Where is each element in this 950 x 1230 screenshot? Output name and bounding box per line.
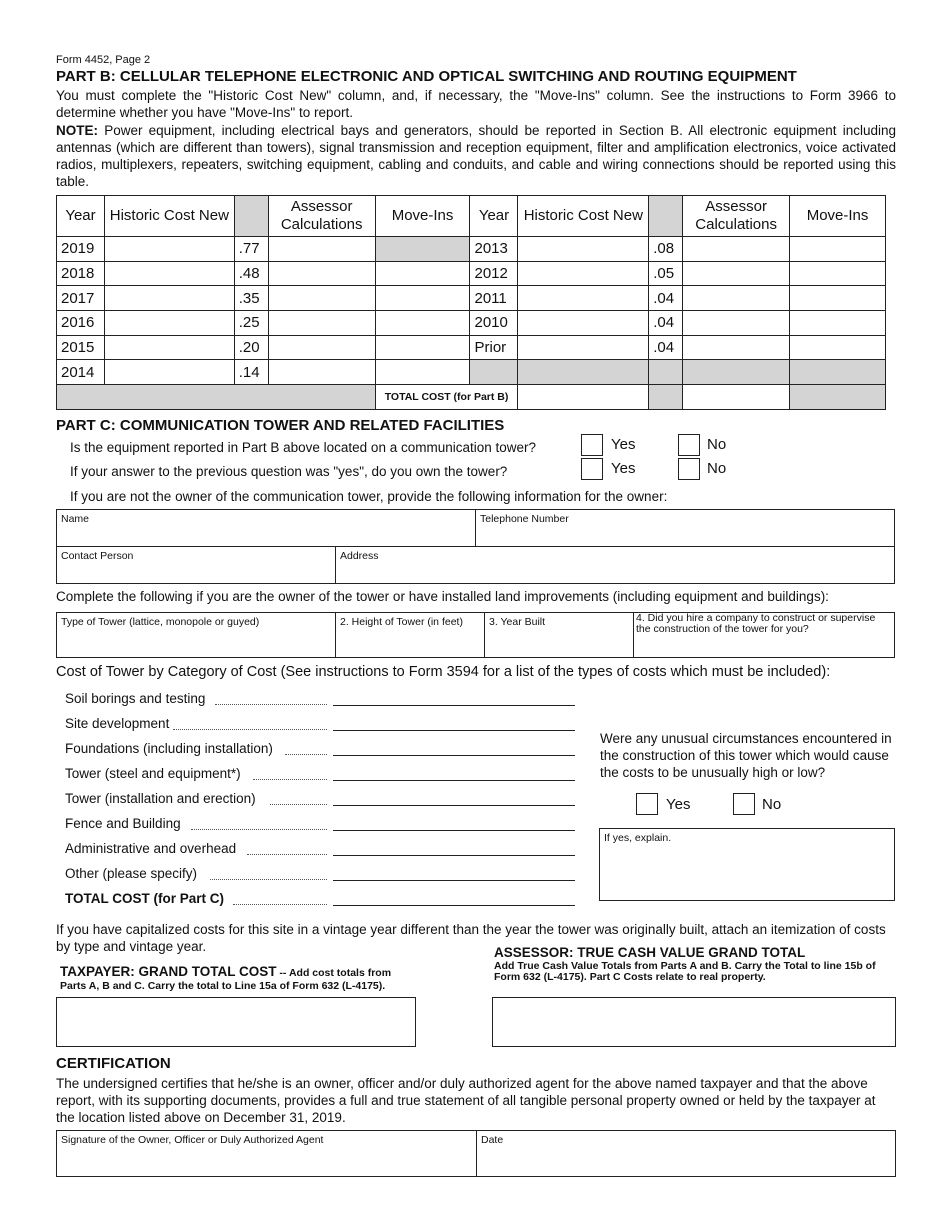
cost-label: Tower (steel and equipment*)	[65, 766, 241, 781]
leader-dots	[285, 754, 327, 755]
own-tower-yes-checkbox[interactable]	[581, 458, 603, 480]
cost-label: Tower (installation and erection)	[65, 791, 256, 806]
col-header-year: Year	[57, 196, 105, 237]
contact-person-field[interactable]	[56, 546, 336, 584]
question-own-tower: If your answer to the previous question was "yes", do you own the tower?	[70, 464, 508, 479]
shaded-cell	[649, 385, 683, 410]
col-header-assessor: Assessor Calculations	[268, 196, 375, 237]
cost-row-total	[65, 891, 575, 911]
table-row	[57, 335, 886, 360]
col-header-factor-2	[649, 196, 683, 237]
historic-cost-input[interactable]	[104, 237, 234, 262]
assessor-total-sub: Add True Cash Value Totals from Parts A and B. Carry the Total to line 15b of Form 632 (L-4175). Part C Costs relate to real property.	[494, 960, 876, 983]
yes-label: Yes	[611, 460, 636, 477]
cost-input-line[interactable]	[333, 880, 575, 881]
explain-label: If yes, explain.	[604, 832, 672, 844]
factor-cell: .14	[234, 360, 268, 385]
part-c-title: PART C: COMMUNICATION TOWER AND RELATED FACILITIES	[56, 417, 505, 434]
cost-input-line[interactable]	[333, 780, 575, 781]
page-label: Form 4452, Page 2	[56, 54, 151, 66]
owner-phone-field[interactable]	[475, 509, 895, 547]
leader-dots	[215, 704, 327, 705]
part-b-title: PART B: CELLULAR TELEPHONE ELECTRONIC AND OPTICAL SWITCHING AND ROUTING EQUIPMENT	[56, 68, 797, 85]
cost-label: Other (please specify)	[65, 866, 198, 881]
assessor-input[interactable]	[683, 335, 790, 360]
yes-label: Yes	[611, 436, 636, 453]
question-on-tower: Is the equipment reported in Part B above located on a communication tower?	[70, 440, 537, 455]
historic-cost-input[interactable]	[518, 311, 649, 336]
leader-dots	[191, 829, 327, 830]
table-row	[57, 261, 886, 286]
cost-label: Fence and Building	[65, 816, 181, 831]
year-cell: Prior	[470, 335, 518, 360]
table-row	[57, 237, 886, 262]
taxpayer-total-sub: -- Add cost totals from	[276, 967, 392, 979]
assessor-input[interactable]	[683, 286, 790, 311]
total-assessor-input[interactable]	[683, 385, 790, 410]
cost-label: Foundations (including installation)	[65, 741, 273, 756]
cost-input-line[interactable]	[333, 730, 575, 731]
move-ins-input[interactable]	[375, 261, 470, 286]
move-ins-input[interactable]	[790, 261, 886, 286]
tower-prompt: Complete the following if you are the owner of the tower or have installed land improvements (including equipment and buildings):	[56, 589, 829, 604]
assessor-total-title: ASSESSOR: TRUE CASH VALUE GRAND TOTAL	[494, 945, 806, 960]
date-field[interactable]	[476, 1130, 896, 1177]
factor-cell: .25	[234, 311, 268, 336]
cost-row-tower-steel	[65, 766, 575, 786]
col-header-move-ins-2: Move-Ins	[790, 196, 886, 237]
assessor-input[interactable]	[268, 237, 375, 262]
year-cell: 2014	[57, 360, 105, 385]
assessor-input[interactable]	[268, 261, 375, 286]
factor-cell: .08	[649, 237, 683, 262]
leader-dots	[270, 804, 327, 805]
leader-dots	[210, 879, 327, 880]
historic-cost-input[interactable]	[104, 286, 234, 311]
on-tower-no-checkbox[interactable]	[678, 434, 700, 456]
cost-input-line[interactable]	[333, 855, 575, 856]
cost-input-line[interactable]	[333, 705, 575, 706]
historic-cost-input[interactable]	[518, 286, 649, 311]
move-ins-input[interactable]	[790, 311, 886, 336]
owner-name-label: Name	[61, 513, 90, 525]
factor-cell: .04	[649, 335, 683, 360]
col-header-assessor-2: Assessor Calculations	[683, 196, 790, 237]
move-ins-input[interactable]	[375, 311, 470, 336]
assessor-input[interactable]	[268, 286, 375, 311]
yes-label: Yes	[666, 796, 691, 813]
year-cell: 2016	[57, 311, 105, 336]
own-tower-no-checkbox[interactable]	[678, 458, 700, 480]
year-cell: 2015	[57, 335, 105, 360]
owner-address-label: Address	[340, 550, 379, 562]
tower-height-field[interactable]	[335, 612, 485, 658]
historic-cost-input[interactable]	[104, 360, 234, 385]
no-label: No	[707, 460, 727, 477]
cost-row-admin	[65, 841, 575, 861]
table-row	[57, 286, 886, 311]
owner-prompt: If you are not the owner of the communication tower, provide the following information for the owner:	[70, 489, 668, 504]
no-label: No	[762, 796, 782, 813]
cost-label: Site development	[65, 716, 170, 731]
note-label: NOTE:	[56, 123, 98, 138]
total-cost-label: TOTAL COST (for Part B)	[375, 385, 518, 410]
cost-row-other	[65, 866, 575, 886]
move-ins-input[interactable]	[375, 286, 470, 311]
taxpayer-grand-total-field[interactable]	[56, 997, 416, 1047]
hire-company-label: 4. Did you hire a company to construct or supervise the construction of the tower for you?	[636, 612, 876, 635]
historic-cost-input[interactable]	[518, 237, 649, 262]
year-cell: 2013	[470, 237, 518, 262]
table-header-row	[57, 196, 886, 237]
date-label: Date	[481, 1134, 504, 1146]
taxpayer-total-title: TAXPAYER: GRAND TOTAL COST	[60, 964, 277, 979]
shaded-cell	[649, 360, 683, 385]
contact-person-label: Contact Person	[61, 550, 134, 562]
year-built-label: 3. Year Built	[489, 616, 546, 628]
col-header-factor	[234, 196, 268, 237]
year-cell: 2018	[57, 261, 105, 286]
owner-phone-label: Telephone Number	[480, 513, 569, 525]
certification-title: CERTIFICATION	[56, 1055, 171, 1072]
part-b-intro: You must complete the "Historic Cost New" column, and, if necessary, the "Move-Ins" column. See the instructions to Form 3966 to determine whether you have "Move-Ins" to report.	[56, 88, 896, 120]
cost-input-line[interactable]	[333, 805, 575, 806]
col-header-year-2: Year	[470, 196, 518, 237]
cost-input-line[interactable]	[333, 755, 575, 756]
factor-cell: .05	[649, 261, 683, 286]
assessor-input[interactable]	[683, 261, 790, 286]
explain-field[interactable]	[599, 828, 895, 901]
shaded-cell	[790, 385, 886, 410]
total-cost-label: TOTAL COST (for Part C)	[65, 891, 225, 906]
year-cell: 2017	[57, 286, 105, 311]
factor-cell: .20	[234, 335, 268, 360]
historic-cost-input[interactable]	[104, 335, 234, 360]
tower-height-label: 2. Height of Tower (in feet)	[340, 616, 463, 628]
table-row	[57, 311, 886, 336]
assessor-input[interactable]	[683, 237, 790, 262]
cost-input-line[interactable]	[333, 830, 575, 831]
leader-dots	[233, 904, 327, 905]
hire-company-field[interactable]	[633, 612, 895, 658]
factor-cell: .35	[234, 286, 268, 311]
historic-cost-input[interactable]	[104, 261, 234, 286]
owner-name-field[interactable]	[56, 509, 476, 547]
col-header-historic-cost-2: Historic Cost New	[518, 196, 649, 237]
no-label: No	[707, 436, 727, 453]
unusual-question: Were any unusual circumstances encountered in the construction of this tower which would cause the costs to be unusually high or low?	[600, 731, 892, 780]
total-row	[57, 385, 886, 410]
leader-dots	[173, 729, 327, 730]
cost-row-fence	[65, 816, 575, 836]
tower-type-field[interactable]	[56, 612, 336, 658]
col-header-move-ins: Move-Ins	[375, 196, 470, 237]
shaded-cell	[683, 360, 790, 385]
unusual-no-checkbox[interactable]	[733, 793, 755, 815]
taxpayer-total-sub2: Parts A, B and C. Carry the total to Line 15a of Form 632 (L-4175).	[60, 980, 386, 992]
table-row	[57, 360, 886, 385]
year-built-field[interactable]	[484, 612, 634, 658]
year-cell: 2011	[470, 286, 518, 311]
assessor-input[interactable]	[268, 360, 375, 385]
factor-cell: .48	[234, 261, 268, 286]
factor-cell: .04	[649, 311, 683, 336]
tower-type-label: Type of Tower (lattice, monopole or guyed)	[61, 616, 260, 628]
shaded-cell	[57, 385, 376, 410]
note-text: Power equipment, including electrical bays and generators, should be reported in Section B. All electronic equipment including antennas (which are different than towers), signal transmission and reception equipment, filter and amplification electronics, voice activated radios, multiplexers, repeaters, switching equipment, cabling and conduits, and cable and wiring connections should be reported using this table.	[56, 123, 896, 189]
cost-row-site	[65, 716, 575, 736]
on-tower-yes-checkbox[interactable]	[581, 434, 603, 456]
move-ins-input[interactable]	[375, 335, 470, 360]
col-header-historic-cost: Historic Cost New	[104, 196, 234, 237]
assessor-input[interactable]	[268, 335, 375, 360]
shaded-cell	[518, 360, 649, 385]
signature-label: Signature of the Owner, Officer or Duly Authorized Agent	[61, 1134, 324, 1146]
assessor-input[interactable]	[683, 311, 790, 336]
move-ins-input[interactable]	[790, 237, 886, 262]
leader-dots	[253, 779, 327, 780]
part-b-note	[56, 122, 896, 190]
factor-cell: .04	[649, 286, 683, 311]
cost-row-soil	[65, 691, 575, 711]
cost-row-foundations	[65, 741, 575, 761]
move-ins-input[interactable]	[790, 335, 886, 360]
move-ins-input[interactable]	[375, 360, 470, 385]
assessor-grand-total-field[interactable]	[492, 997, 896, 1047]
move-ins-cell	[375, 237, 470, 262]
total-cost-input-line[interactable]	[333, 905, 575, 906]
cost-prompt: Cost of Tower by Category of Cost (See instructions to Form 3594 for a list of the types of costs which must be included):	[56, 664, 831, 680]
historic-cost-input[interactable]	[518, 335, 649, 360]
certification-text: The undersigned certifies that he/she is an owner, officer and/or duly authorized agent for the above named taxpayer and that the above report, with its supporting documents, provides a full and true statement of all tangible personal property owned or held by the taxpayer at the location listed above on December 31, 2019.	[56, 1076, 876, 1125]
year-cell: 2010	[470, 311, 518, 336]
owner-address-field[interactable]	[335, 546, 895, 584]
move-ins-input[interactable]	[790, 286, 886, 311]
shaded-cell	[470, 360, 518, 385]
year-cell: 2012	[470, 261, 518, 286]
year-cell: 2019	[57, 237, 105, 262]
signature-field[interactable]	[56, 1130, 477, 1177]
unusual-yes-checkbox[interactable]	[636, 793, 658, 815]
historic-cost-input[interactable]	[518, 261, 649, 286]
capitalized-note: If you have capitalized costs for this site in a vintage year different than the year the tower was originally built, attach an itemization of costs by type and vintage year.	[56, 922, 886, 954]
assessor-input[interactable]	[268, 311, 375, 336]
shaded-cell	[790, 360, 886, 385]
total-cost-input[interactable]	[518, 385, 649, 410]
leader-dots	[247, 854, 327, 855]
historic-cost-input[interactable]	[104, 311, 234, 336]
cost-label: Administrative and overhead	[65, 841, 237, 856]
cost-row-tower-install	[65, 791, 575, 811]
part-b-table	[56, 195, 886, 410]
factor-cell: .77	[234, 237, 268, 262]
cost-label: Soil borings and testing	[65, 691, 206, 706]
taxpayer-total-heading	[60, 966, 420, 992]
